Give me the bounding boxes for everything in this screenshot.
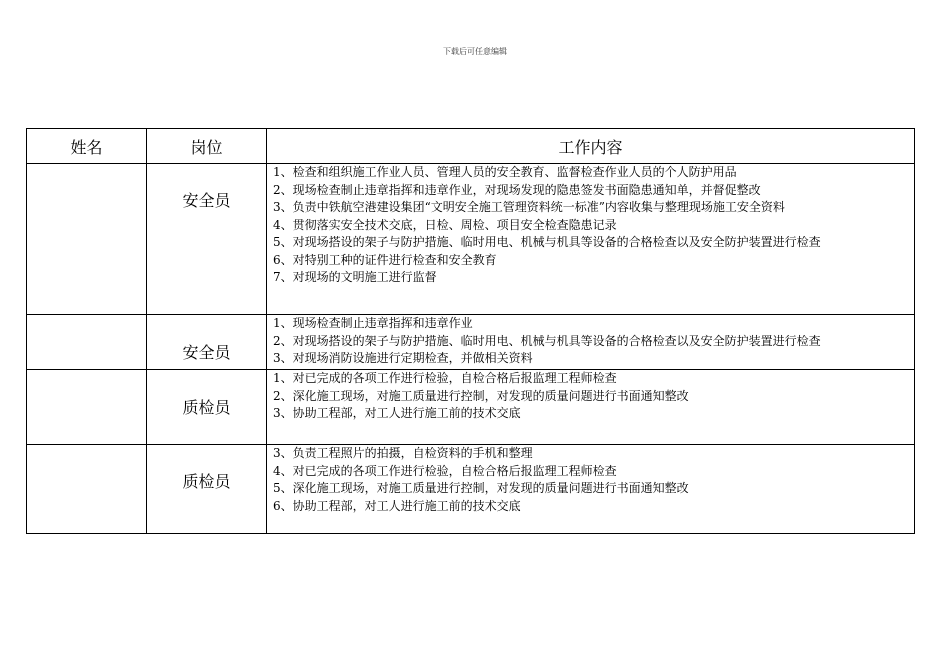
- duty-line: 1、对已完成的各项工作进行检验，自检合格后报监理工程师检查: [273, 371, 617, 385]
- table-header-row: [27, 129, 915, 164]
- name-cell: [27, 445, 147, 534]
- duty-line: 6、协助工程部，对工人进行施工前的技术交底: [273, 498, 521, 513]
- post-cell: [147, 164, 267, 315]
- duty-line: 5、对现场搭设的架子与防护措施、临时用电、机械与机具等设备的合格检查以及安全防护装置进行检查: [273, 235, 821, 249]
- name-cell: [27, 164, 147, 315]
- table-row: [27, 370, 915, 445]
- name-cell: [27, 315, 147, 370]
- duty-line: 3、负责工程照片的拍摄，自检资料的手机和整理: [273, 446, 533, 460]
- duty-line: 3、负责中铁航空港建设集团“文明安全施工管理资料统一标准”内容收集与整理现场施工安全资料: [273, 200, 785, 214]
- post-label: 安全员: [182, 343, 231, 362]
- duty-line: 2、深化施工现场，对施工质量进行控制，对发现的质量问题进行书面通知整改: [273, 388, 689, 403]
- duty-line: 3、协助工程部，对工人进行施工前的技术交底: [273, 406, 521, 420]
- duty-line: 6、对特别工种的证件进行检查和安全教育: [273, 252, 497, 267]
- duty-line: 5、深化施工现场，对施工质量进行控制，对发现的质量问题进行书面通知整改: [273, 481, 689, 495]
- post-label: 质检员: [182, 472, 231, 491]
- table-row: [27, 445, 915, 534]
- column-header-duty: 工作内容: [267, 129, 915, 164]
- duty-cell: [267, 315, 915, 370]
- duty-table: [26, 128, 915, 534]
- duty-line: 1、现场检查制止违章指挥和违章作业: [273, 316, 473, 330]
- post-cell: [147, 370, 267, 445]
- name-cell: [27, 370, 147, 445]
- column-header-post: 岗位: [147, 129, 267, 164]
- duty-cell: [267, 370, 915, 445]
- post-label: 安全员: [182, 191, 231, 210]
- duty-line: 7、对现场的文明施工进行监督: [273, 270, 437, 284]
- duty-cell: [267, 445, 915, 534]
- duty-line: 4、贯彻落实安全技术交底，日检、周检、项目安全检查隐患记录: [273, 217, 617, 232]
- post-cell: [147, 445, 267, 534]
- duty-line: 4、对已完成的各项工作进行检验，自检合格后报监理工程师检查: [273, 463, 617, 478]
- table-row: [27, 164, 915, 315]
- post-cell: [147, 315, 267, 370]
- post-label: 质检员: [182, 398, 231, 417]
- duty-line: 2、现场检查制止违章指挥和违章作业，对现场发现的隐患签发书面隐患通知单，并督促整改: [273, 182, 761, 197]
- duty-line: 3、对现场消防设施进行定期检查，并做相关资料: [273, 351, 533, 365]
- duty-line: 2、对现场搭设的架子与防护措施、临时用电、机械与机具等设备的合格检查以及安全防护装置进行检查: [273, 333, 821, 348]
- header-note: 下载后可任意编辑: [443, 47, 507, 56]
- column-header-name: 姓名: [27, 129, 147, 164]
- duty-line: 1、检查和组织施工作业人员、管理人员的安全教育、监督检查作业人员的个人防护用品: [273, 165, 737, 179]
- duty-cell: [267, 164, 915, 315]
- table-row: [27, 315, 915, 370]
